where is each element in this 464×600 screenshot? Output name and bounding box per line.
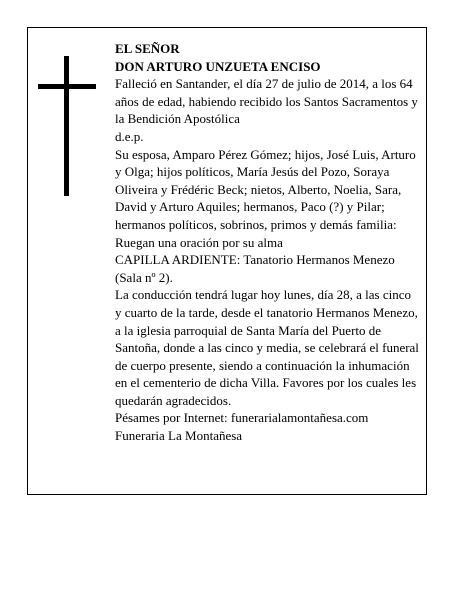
chapel-info: CAPILLA ARDIENTE: Tanatorio Hermanos Menezo (Sala nº 2).: [115, 252, 395, 285]
prayer-request: Ruegan una oración por su alma: [115, 234, 283, 250]
deceased-name: DON ARTURO UNZUETA ENCISO: [115, 58, 321, 74]
funeral-details: La conducción tendrá lugar hoy lunes, día 28, a las cinco y cuarto de la tarde, desde el tanatorio Hermanos Menezo, a la iglesia parroquial de Santa María del Puerto de Santoña, donde a las cinco y media, se celebrará el funeral de cuerpo presente, siendo a continuación la inhumación en el cementerio de dicha Villa. Favores por los cuales les quedarán agradecidos.: [115, 287, 419, 408]
heading-title: EL SEÑOR: [115, 41, 180, 56]
cross-horizontal-bar: [38, 84, 96, 89]
condolences-website: Pésames por Internet: funerarialamontañesa.com: [115, 410, 369, 426]
funeral-home-name: Funeraria La Montañesa: [115, 428, 243, 444]
obituary-text: [115, 40, 420, 445]
family-list: Su esposa, Amparo Pérez Gómez; hijos, José Luis, Arturo y Olga; hijos políticos, María Jesús del Pozo, Soraya Oliveira y Frédéric Beck; nietos, Alberto, Noelia, Sara, David y Arturo Aquiles; hermanos, Paco (?) y Pilar; hermanos políticos, sobrinos, primos y demás familia:: [115, 146, 416, 232]
rest-in-peace: d.e.p.: [115, 128, 144, 144]
death-announcement: Falleció en Santander, el día 27 de julio de 2014, a los 64 años de edad, habiendo recibido los Santos Sacramentos y la Bendición Apostólica: [115, 76, 418, 127]
cross-vertical-bar: [64, 56, 69, 196]
